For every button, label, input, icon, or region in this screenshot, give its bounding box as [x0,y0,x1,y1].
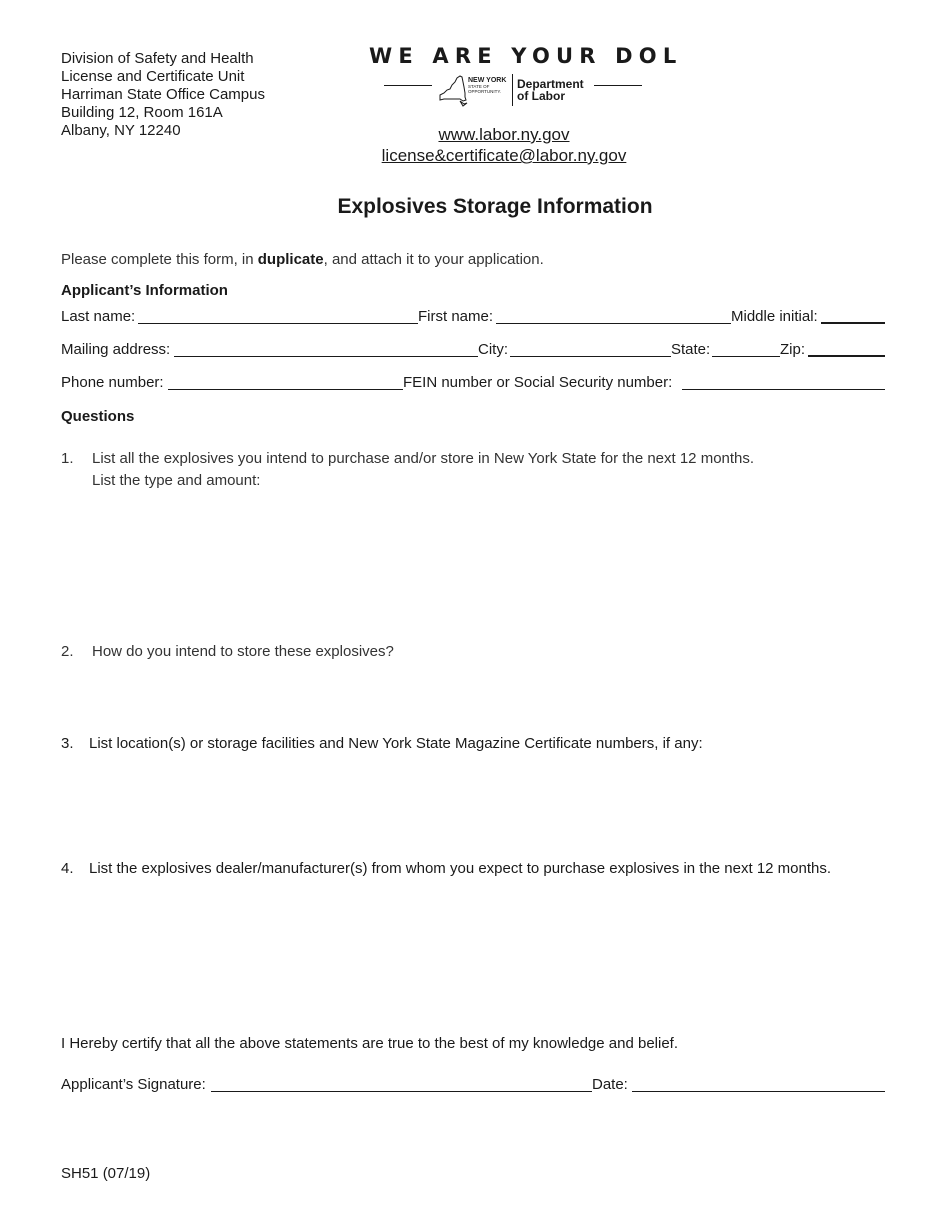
zip-field[interactable] [808,355,885,357]
address-line: Building 12, Room 161A [61,104,223,121]
address-line: License and Certificate Unit [61,68,245,85]
city-field[interactable] [510,356,671,357]
mailing-address-field[interactable] [174,356,478,357]
address-line: Albany, NY 12240 [61,122,181,139]
signature-field[interactable] [211,1091,592,1092]
date-field[interactable] [632,1091,885,1092]
last-name-label: Last name: [61,308,136,325]
form-title: Explosives Storage Information [337,195,653,218]
department-name [517,78,584,102]
city-label: City: [478,341,508,358]
logo-rule-right [594,85,642,86]
state-field[interactable] [712,356,780,357]
question-4-text: List the explosives dealer/manufacturer(s) from whom you expect to purchase explosives in the next 12 months. [89,860,832,877]
department-line-2: of Labor [517,89,565,103]
signature-label: Applicant’s Signature: [61,1076,206,1093]
state-tagline-2: OPPORTUNITY. [468,89,502,94]
questions-heading: Questions [61,408,135,425]
fein-ssn-label: FEIN number or Social Security number: [403,374,673,391]
state-name: NEW YORK [468,77,507,84]
date-label: Date: [592,1076,628,1093]
intro-emphasis: duplicate [257,251,324,268]
state-label: State: [671,341,711,358]
phone-number-label: Phone number: [61,374,164,391]
question-4-number: 4. [61,860,74,877]
middle-initial-field[interactable] [821,322,885,324]
intro-text-end: , and attach it to your application. [323,251,544,268]
question-1 [61,448,754,492]
question-2 [61,643,394,660]
question-4 [61,860,831,877]
question-3-number: 3. [61,735,74,752]
slogan: WE ARE YOUR DOL [369,44,683,68]
state-wordmark [468,77,506,94]
new-york-state-outline-icon [438,73,468,107]
form-instructions [61,251,544,268]
website-link[interactable]: www.labor.ny.gov [438,125,570,144]
address-line: Harriman State Office Campus [61,86,265,103]
phone-number-field[interactable] [168,389,403,390]
fein-ssn-field[interactable] [682,389,885,390]
last-name-field[interactable] [138,323,418,324]
logo-divider [512,74,513,106]
contact-links [360,124,648,166]
question-1-text-cont: List the type and amount: [92,472,261,489]
mailing-address-label: Mailing address: [61,341,171,358]
first-name-field[interactable] [496,323,731,324]
email-link[interactable]: license&certificate@labor.ny.gov [381,146,627,165]
address-line: Division of Safety and Health [61,50,254,67]
agency-address [61,50,265,140]
certification-statement: I Hereby certify that all the above statements are true to the best of my knowledge and belief. [61,1035,679,1052]
form-number: SH51 (07/19) [61,1165,151,1182]
department-line-1: Department [517,77,584,91]
question-2-number: 2. [61,643,74,660]
question-1-text: List all the explosives you intend to purchase and/or store in New York State for the next 12 months. [92,450,755,467]
question-1-number: 1. [61,450,74,467]
question-3-text: List location(s) or storage facilities and New York State Magazine Certificate numbers, if any: [89,735,703,752]
logo-rule-left [384,85,432,86]
zip-label: Zip: [780,341,806,358]
applicant-info-heading: Applicant’s Information [61,282,228,299]
intro-text: Please complete this form, in [61,251,258,268]
question-2-text: How do you intend to store these explosives? [92,643,394,660]
state-tagline-1: STATE OF [468,84,490,89]
dol-logo [384,72,642,110]
question-3 [61,735,703,752]
first-name-label: First name: [418,308,494,325]
middle-initial-label: Middle initial: [731,308,818,325]
